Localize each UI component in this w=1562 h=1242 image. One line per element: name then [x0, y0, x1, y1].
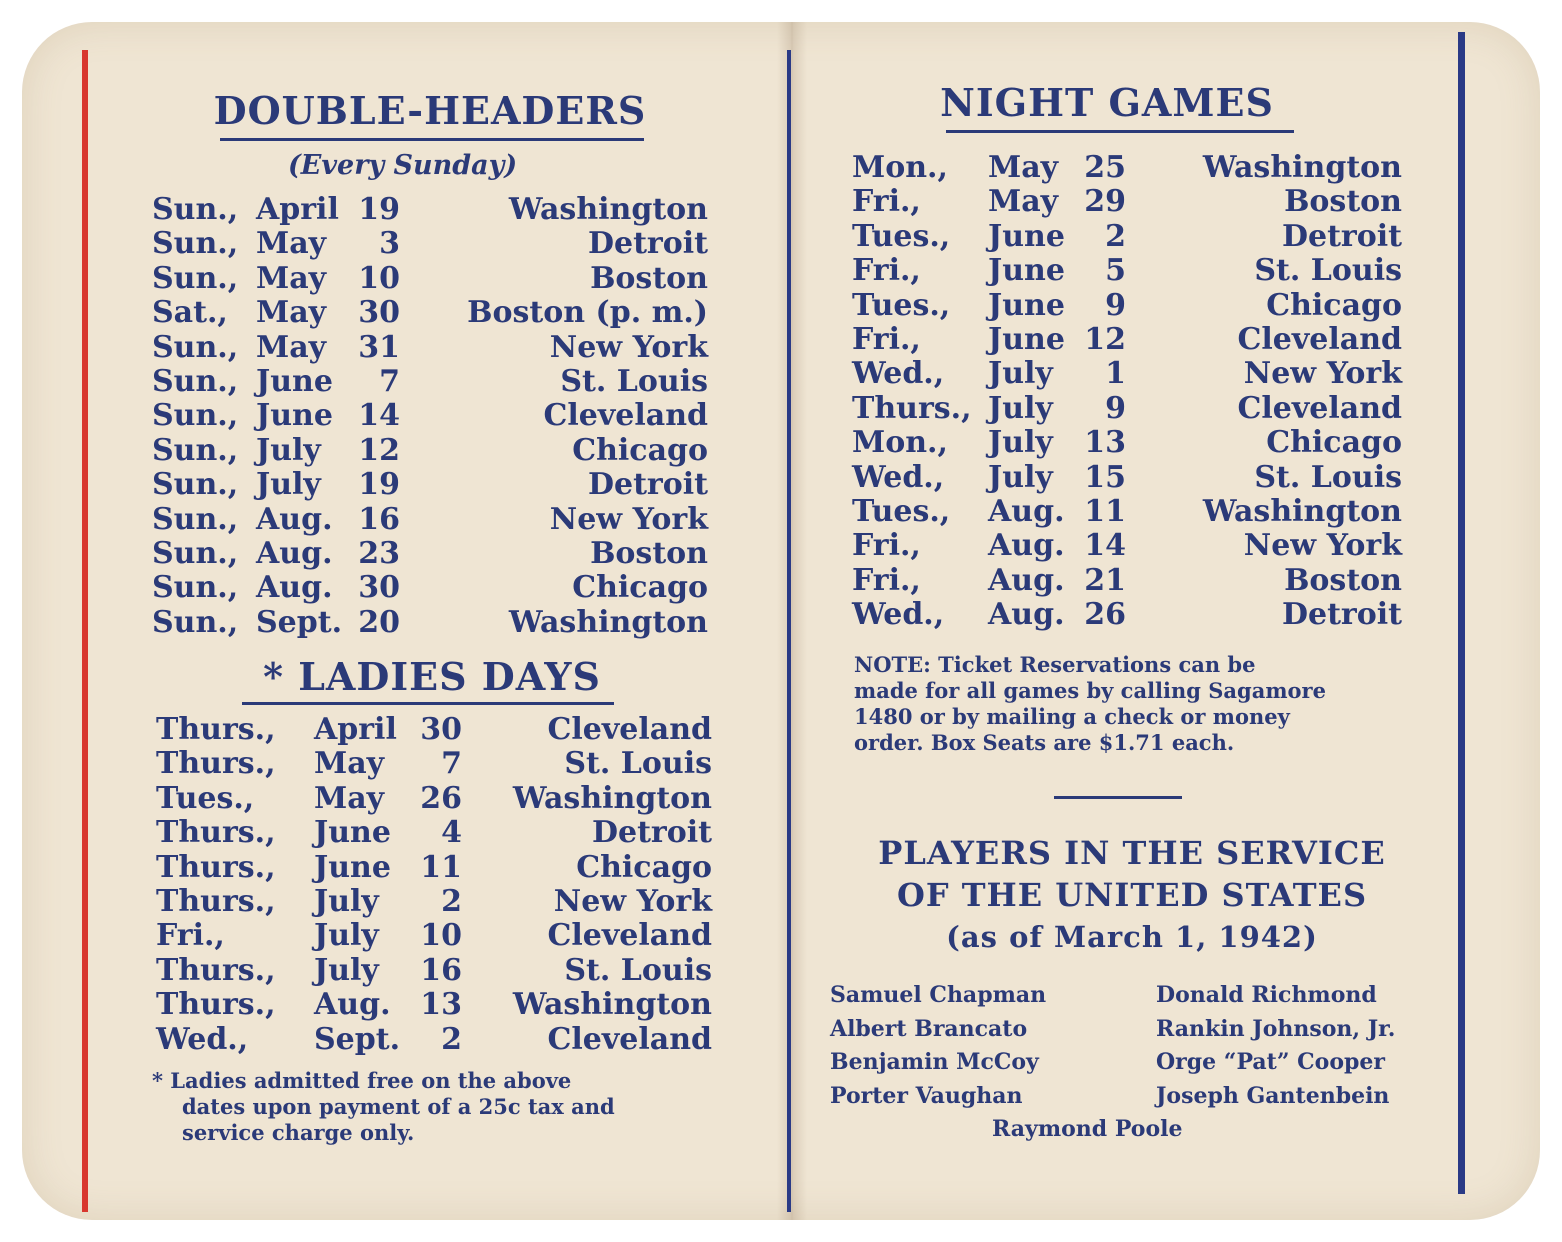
day-label: Fri., [852, 528, 921, 564]
player-name: Samuel Chapman [830, 982, 1047, 1008]
date-number: 19 [358, 192, 400, 227]
opponent-team: Washington [1202, 150, 1402, 185]
opponent-team: Washington [512, 987, 712, 1023]
opponent-team: New York [553, 884, 712, 919]
date-number: 10 [358, 260, 400, 296]
service-heading-date: (as of March 1, 1942) [946, 920, 1318, 954]
schedule-row [22, 460, 1540, 494]
day-label: Thurs., [156, 952, 276, 988]
player-name: Orge “Pat” Cooper [1156, 1049, 1385, 1076]
opponent-team: Washington [508, 604, 708, 640]
ladies-footnote-line-3: service charge only. [182, 1120, 415, 1145]
date-number: 14 [358, 398, 400, 434]
day-label: Thurs., [852, 390, 972, 426]
date-number: 13 [420, 987, 462, 1023]
date-number: 7 [379, 364, 400, 399]
opponent-team: Washington [1202, 494, 1402, 529]
date-number: 25 [1084, 150, 1126, 185]
date-number: 10 [420, 918, 462, 954]
schedule-row [22, 425, 1540, 459]
day-label: Tues., [156, 780, 255, 816]
date-number: 4 [441, 815, 462, 851]
day-label: Sun., [152, 604, 239, 640]
day-label: Sun., [152, 467, 239, 503]
date-number: 23 [358, 536, 400, 571]
month-label: Aug. [988, 597, 1065, 633]
month-label: May [256, 226, 327, 262]
ticket-note-line-3: 1480 or by mailing a check or money [854, 704, 1290, 729]
player-name: Porter Vaughan [830, 1082, 1023, 1109]
double-headers-underline [220, 138, 644, 141]
schedule-row [22, 597, 1540, 631]
schedule-row [22, 356, 1540, 390]
opponent-team: St. Louis [564, 746, 712, 782]
date-number: 14 [1084, 528, 1126, 564]
opponent-team: Boston [590, 536, 708, 571]
month-label: June [988, 253, 1065, 289]
opponent-team: Cleveland [547, 712, 712, 747]
service-heading-line-2: OF THE UNITED STATES [896, 876, 1368, 914]
day-label: Sun., [152, 364, 239, 399]
day-label: Sun., [152, 536, 239, 571]
date-number: 11 [1084, 494, 1126, 529]
month-label: July [988, 390, 1053, 426]
player-name: Rankin Johnson, Jr. [1156, 1015, 1396, 1042]
double-headers-title: DOUBLE-HEADERS [213, 88, 647, 133]
date-number: 11 [420, 849, 462, 885]
day-label: Thurs., [156, 746, 276, 782]
date-number: 2 [441, 1021, 462, 1057]
opponent-team: Cleveland [547, 918, 712, 954]
service-heading-line-1: PLAYERS IN THE SERVICE [878, 834, 1386, 872]
month-label: May [314, 780, 385, 816]
day-label: Sun., [152, 398, 239, 434]
schedule-row [22, 712, 1540, 746]
date-number: 16 [358, 501, 400, 537]
player-name: Albert Brancato [830, 1015, 1028, 1042]
month-label: July [314, 918, 379, 954]
ladies-footnote-line-2: dates upon payment of a 25c tax and [182, 1094, 615, 1119]
day-label: Mon., [852, 150, 948, 185]
month-label: May [256, 260, 327, 296]
opponent-team: Chicago [572, 570, 708, 606]
opponent-team: Chicago [572, 432, 708, 468]
opponent-team: Detroit [1281, 597, 1402, 633]
month-label: July [988, 425, 1053, 461]
date-number: 12 [358, 432, 400, 468]
month-label: July [314, 884, 379, 919]
day-label: Sun., [152, 329, 239, 365]
date-number: 29 [1084, 184, 1126, 220]
opponent-team: Cleveland [1237, 322, 1402, 357]
opponent-team: Detroit [587, 226, 708, 262]
month-label: Aug. [988, 562, 1065, 598]
schedule-row [22, 746, 1540, 780]
month-label: June [314, 815, 391, 851]
schedule-row [22, 322, 1540, 356]
opponent-team: Boston [1284, 184, 1402, 220]
month-label: July [256, 467, 321, 503]
day-label: Sun., [152, 192, 239, 227]
month-label: June [256, 364, 333, 399]
day-label: Sun., [152, 432, 239, 468]
day-label: Mon., [852, 425, 948, 461]
day-label: Tues., [852, 494, 951, 529]
month-label: May [314, 746, 385, 782]
schedule-row [22, 391, 1540, 425]
opponent-team: New York [1243, 356, 1402, 392]
opponent-team: Chicago [1266, 287, 1402, 323]
day-label: Sat., [152, 295, 228, 331]
opponent-team: Cleveland [1237, 390, 1402, 426]
schedule-row [22, 150, 1540, 184]
opponent-team: Boston [1284, 562, 1402, 598]
opponent-team: New York [1243, 528, 1402, 564]
date-number: 15 [1084, 459, 1126, 495]
day-label: Wed., [852, 356, 945, 392]
opponent-team: Washington [512, 780, 712, 816]
night-games-title: NIGHT GAMES [940, 80, 1274, 125]
section-divider [1054, 796, 1182, 799]
player-name-center: Raymond Poole [992, 1116, 1183, 1142]
month-label: May [256, 329, 327, 365]
player-name: Benjamin McCoy [830, 1049, 1039, 1076]
date-number: 19 [358, 467, 400, 503]
schedule-row [22, 781, 1540, 815]
day-label: Sun., [152, 570, 239, 606]
opponent-team: St. Louis [564, 952, 712, 988]
day-label: Tues., [852, 218, 951, 254]
date-number: 9 [1105, 390, 1126, 426]
schedule-row [22, 219, 1540, 253]
opponent-team: Chicago [1266, 425, 1402, 461]
opponent-team: Detroit [1281, 218, 1402, 254]
schedule-row [22, 288, 1540, 322]
month-label: May [256, 295, 327, 331]
date-number: 5 [1105, 253, 1126, 289]
ticket-note-line-4: order. Box Seats are $1.71 each. [854, 730, 1235, 755]
month-label: Sept. [256, 604, 343, 640]
date-number: 26 [1084, 597, 1126, 633]
day-label: Wed., [156, 1021, 249, 1057]
opponent-team: Boston [590, 260, 708, 296]
day-label: Fri., [852, 562, 921, 598]
month-label: June [988, 287, 1065, 323]
month-label: Aug. [256, 536, 333, 571]
day-label: Fri., [852, 184, 921, 220]
date-number: 16 [420, 952, 462, 988]
ticket-note-line-1: NOTE: Ticket Reservations can be [854, 652, 1256, 677]
day-label: Thurs., [156, 849, 276, 885]
month-label: Aug. [988, 494, 1065, 529]
day-label: Tues., [852, 287, 951, 323]
month-label: Aug. [256, 570, 333, 606]
month-label: June [314, 849, 391, 885]
opponent-team: St. Louis [560, 364, 708, 399]
month-label: July [988, 459, 1053, 495]
ladies-days-underline [242, 702, 614, 705]
date-number: 3 [379, 226, 400, 262]
month-label: July [988, 356, 1053, 392]
date-number: 2 [1105, 218, 1126, 254]
double-headers-subtitle: (Every Sunday) [288, 150, 518, 181]
day-label: Sun., [152, 501, 239, 537]
month-label: Sept. [314, 1021, 401, 1057]
opponent-team: Boston (p. m.) [467, 295, 708, 331]
month-label: Aug. [314, 987, 391, 1023]
schedule-row [22, 528, 1540, 562]
schedule-row [22, 563, 1540, 597]
date-number: 30 [358, 570, 400, 606]
day-label: Fri., [852, 322, 921, 357]
schedule-booklet [22, 22, 1540, 1220]
date-number: 12 [1084, 322, 1126, 357]
date-number: 1 [1105, 356, 1126, 392]
month-label: May [988, 184, 1059, 220]
day-label: Wed., [852, 459, 945, 495]
date-number: 2 [441, 884, 462, 919]
date-number: 30 [358, 295, 400, 331]
day-label: Thurs., [156, 884, 276, 919]
month-label: June [256, 398, 333, 434]
night-games-underline [946, 130, 1294, 133]
day-label: Fri., [156, 918, 225, 954]
schedule-row [22, 253, 1540, 287]
date-number: 7 [441, 746, 462, 782]
day-label: Thurs., [156, 815, 276, 851]
date-number: 9 [1105, 287, 1126, 323]
month-label: April [256, 192, 339, 227]
opponent-team: Detroit [591, 815, 712, 851]
date-number: 31 [358, 329, 400, 365]
ticket-note-line-2: made for all games by calling Sagamore [854, 678, 1326, 703]
day-label: Wed., [852, 597, 945, 633]
schedule-row [22, 184, 1540, 218]
date-number: 13 [1084, 425, 1126, 461]
day-label: Sun., [152, 260, 239, 296]
month-label: Aug. [988, 528, 1065, 564]
month-label: Aug. [256, 501, 333, 537]
schedule-row [22, 494, 1540, 528]
day-label: Sun., [152, 226, 239, 262]
opponent-team: Cleveland [547, 1021, 712, 1057]
month-label: June [988, 322, 1065, 357]
month-label: June [988, 218, 1065, 254]
date-number: 30 [420, 712, 462, 747]
date-number: 20 [358, 604, 400, 640]
date-number: 21 [1084, 562, 1126, 598]
month-label: July [314, 952, 379, 988]
opponent-team: New York [549, 329, 708, 365]
ladies-days-title: * LADIES DAYS [263, 654, 601, 699]
month-label: May [988, 150, 1059, 185]
month-label: July [256, 432, 321, 468]
opponent-team: St. Louis [1254, 459, 1402, 495]
opponent-team: New York [549, 501, 708, 537]
player-name: Donald Richmond [1156, 982, 1377, 1008]
opponent-team: Cleveland [543, 398, 708, 434]
opponent-team: Chicago [576, 849, 712, 885]
opponent-team: St. Louis [1254, 253, 1402, 289]
opponent-team: Detroit [587, 467, 708, 503]
date-number: 26 [420, 780, 462, 816]
day-label: Fri., [852, 253, 921, 289]
month-label: April [314, 712, 397, 747]
opponent-team: Washington [508, 192, 708, 227]
player-name: Joseph Gantenbein [1156, 1082, 1390, 1109]
day-label: Thurs., [156, 987, 276, 1023]
ladies-footnote-line-1: * Ladies admitted free on the above [152, 1068, 572, 1093]
day-label: Thurs., [156, 712, 276, 747]
